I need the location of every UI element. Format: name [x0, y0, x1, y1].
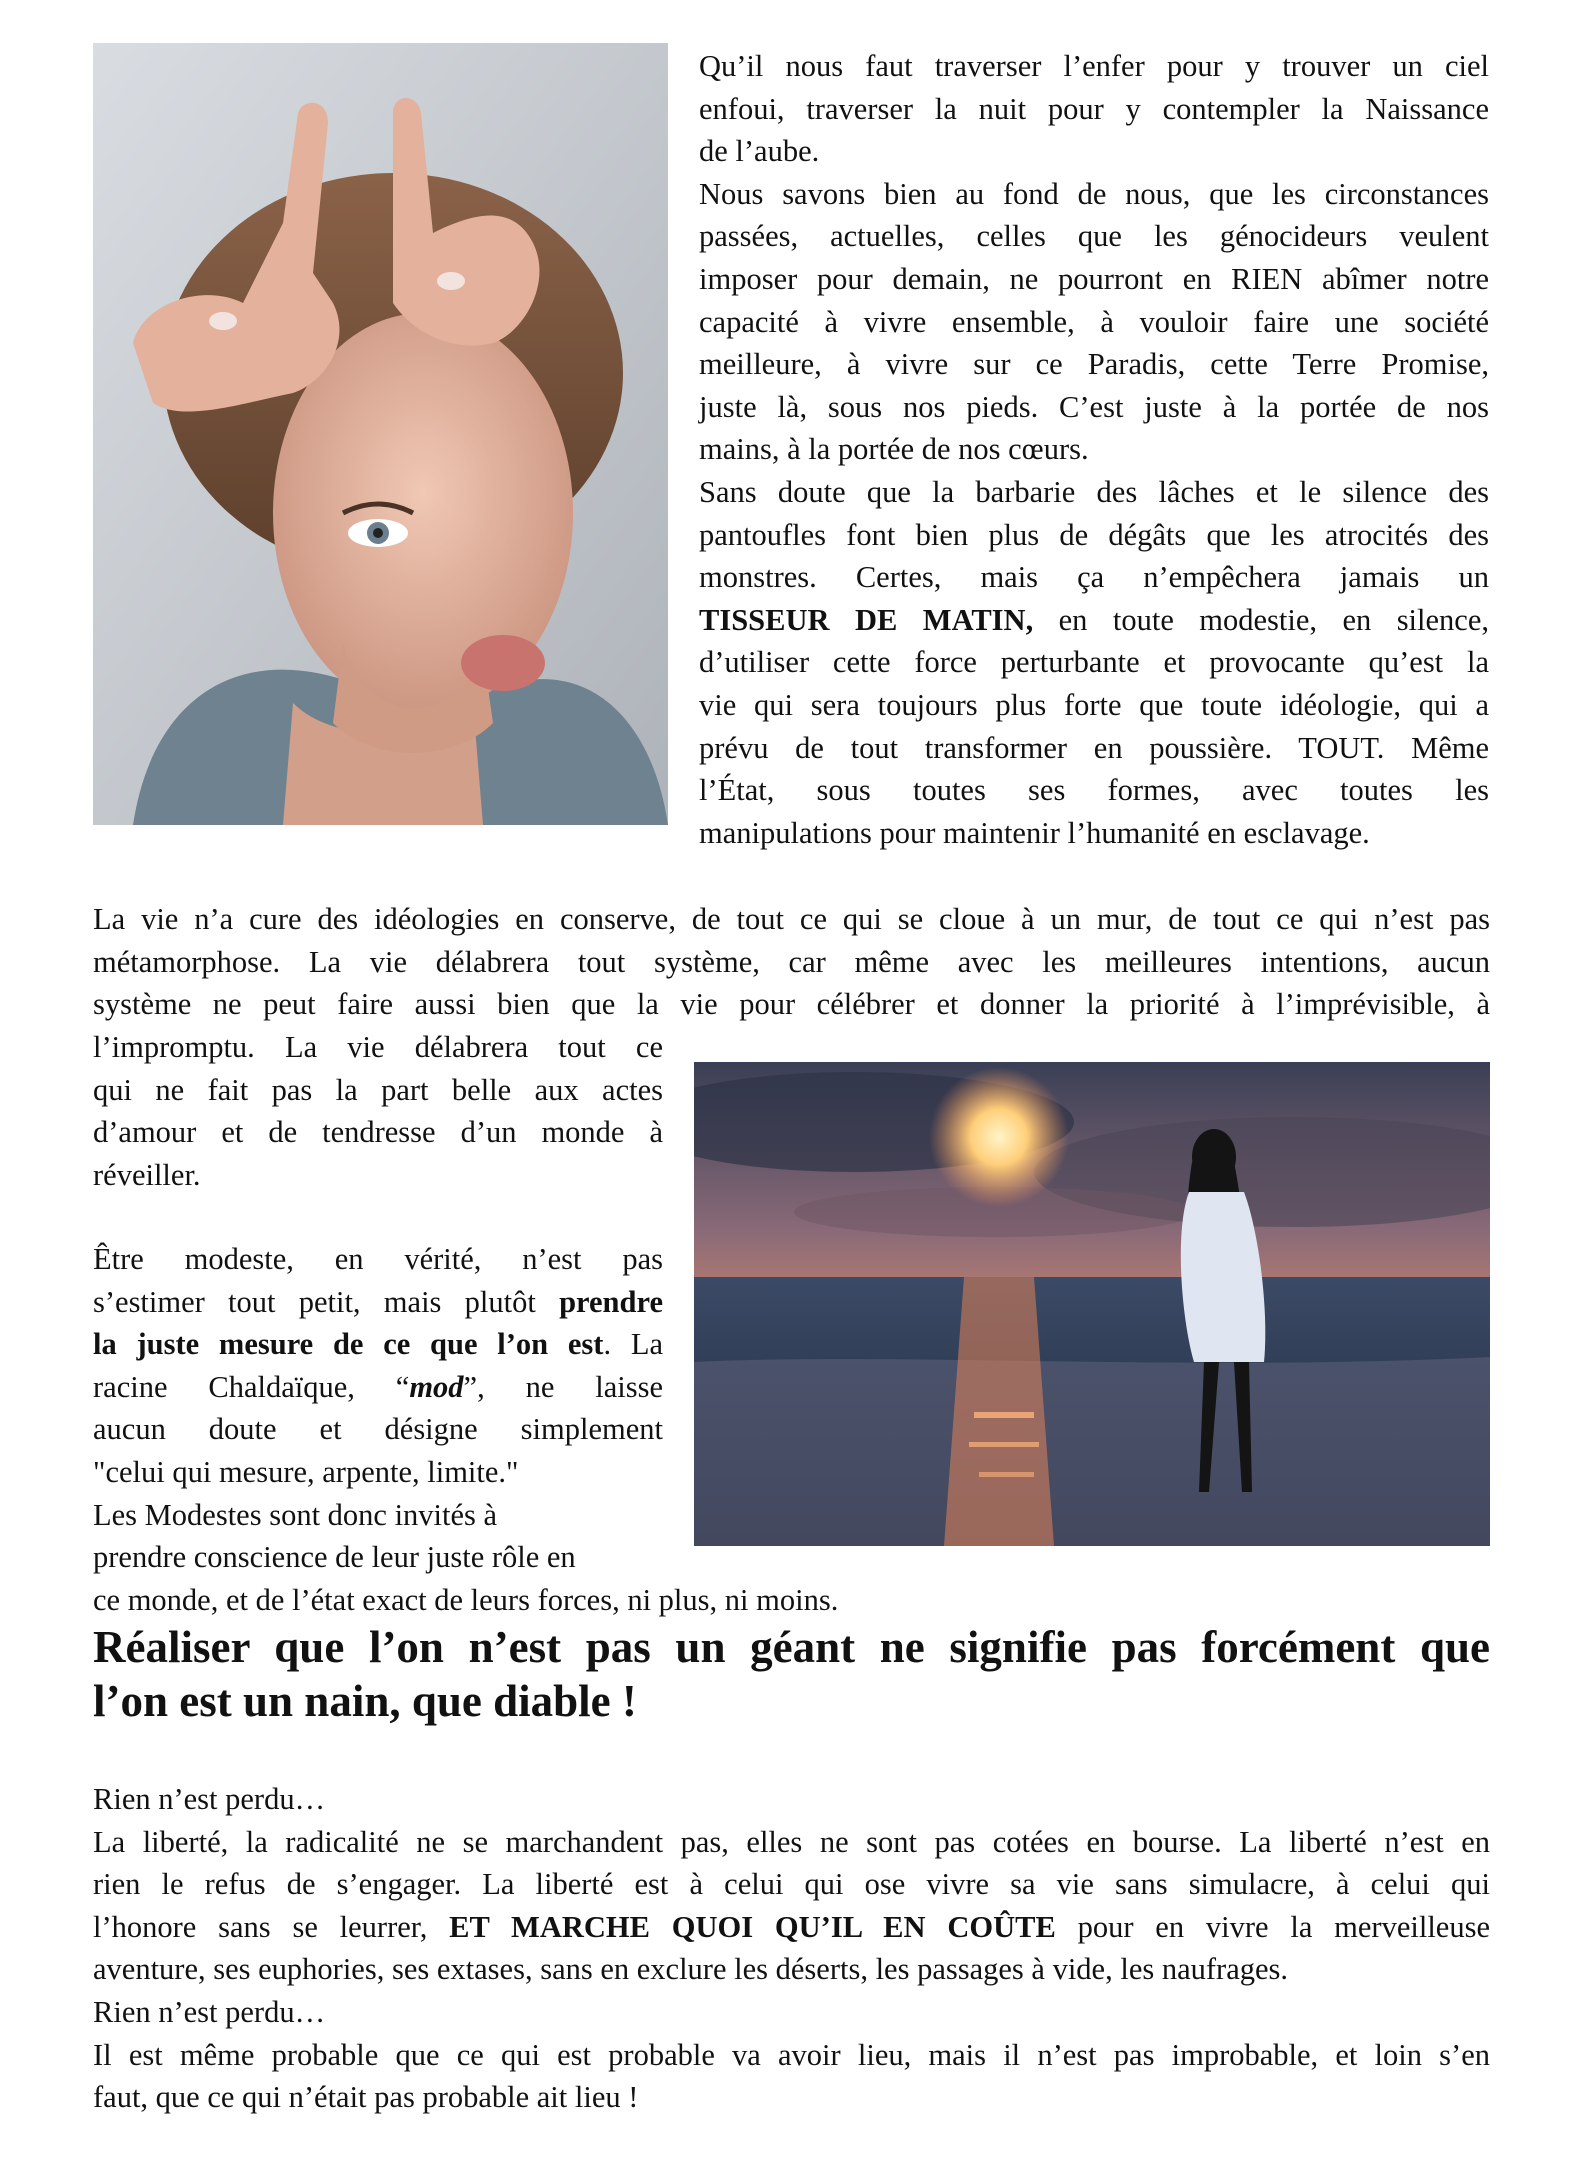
text-line: enfoui, traverser la nuit pour y contempler la Naissance: [699, 91, 1489, 126]
text-line: Rien n’est perdu…: [93, 1994, 326, 2029]
bold-fragment: la juste mesure de ce que l’on est: [93, 1327, 604, 1362]
photo-woman-finger-horns: [93, 43, 668, 825]
life-paragraph-full: [93, 898, 1490, 1026]
text-line: La vie n’a cure des idéologies en conserve, de tout ce qui se cloue à un mur, de tout ce qui n’est pas: [93, 902, 1490, 936]
text-line: capacité à vivre ensemble, à vouloir faire une société: [699, 304, 1489, 339]
text-line: qui ne fait pas la part belle aux actes: [93, 1072, 663, 1107]
bold-fragment: prendre: [559, 1284, 663, 1319]
text-line: de l’aube.: [699, 134, 820, 169]
text-line: "celui qui mesure, arpente, limite.": [93, 1454, 519, 1489]
modesty-paragraph: [93, 1238, 839, 1621]
text-line: réveiller.: [93, 1157, 201, 1192]
text-line: faut, que ce qui n’était pas probable ait lieu !: [93, 2080, 639, 2115]
text-line: Être modeste, en vérité, n’est pas: [93, 1242, 663, 1276]
text-line: juste là, sous nos pieds. C’est juste à la portée de nos: [699, 389, 1489, 424]
intro-paragraphs: [699, 45, 1489, 854]
text-line: pantoufles font bien plus de dégâts que les atrocités des: [699, 517, 1489, 552]
text-line: prendre conscience de leur juste rôle en: [93, 1540, 576, 1575]
text-line: système ne peut faire aussi bien que la vie pour célébrer et donner la priorité à l’imprévisible, à: [93, 987, 1490, 1022]
text-line: monstres. Certes, mais ça n’empêchera jamais un: [699, 560, 1489, 595]
text-fragment: l’honore sans se leurrer,: [93, 1909, 450, 1944]
text-fragment: s’estimer tout petit, mais plutôt: [93, 1284, 560, 1319]
text-line: prévu de tout transformer en poussière. TOUT. Même: [699, 730, 1489, 765]
text-line: [93, 1906, 1490, 1949]
headline-line: Réaliser que l’on n’est pas un géant ne signifie pas forcément que: [93, 1622, 1490, 1672]
text-line: imposer pour demain, ne pourront en RIEN abîmer notre: [699, 261, 1489, 296]
text-line: aucun doute et désigne simplement: [93, 1412, 663, 1447]
text-fragment: pour en vivre la merveilleuse: [1055, 1909, 1490, 1944]
text-line: l’impromptu. La vie délabrera tout ce: [93, 1030, 663, 1064]
text-line: Les Modestes sont donc invités à: [93, 1497, 498, 1532]
text-line: vie qui sera toujours plus forte que toute idéologie, qui a: [699, 687, 1489, 722]
text-line: Qu’il nous faut traverser l’enfer pour y trouver un ciel: [699, 49, 1489, 83]
text-line: rien le refus de s’engager. La liberté est à celui qui ose vivre sa vie sans simulacre, à celui qui: [93, 1867, 1490, 1902]
text-line: [93, 1281, 663, 1324]
text-line: d’utiliser cette force perturbante et provocante qu’est la: [699, 645, 1489, 680]
text-line: [93, 1366, 663, 1409]
text-line: ce monde, et de l’état exact de leurs forces, ni plus, ni moins.: [93, 1582, 839, 1617]
liberty-paragraph: [93, 1778, 1490, 2119]
headline: [93, 1620, 1490, 1728]
text-line: mains, à la portée de nos cœurs.: [699, 432, 1089, 467]
text-fragment: ”, ne laisse: [463, 1369, 663, 1404]
bold-italic-fragment: mod: [409, 1369, 464, 1404]
text-line: Nous savons bien au fond de nous, que les circonstances: [699, 176, 1489, 211]
text-line: [699, 599, 1489, 642]
text-line: aventure, ses euphories, ses extases, sans en exclure les déserts, les passages à vide, les naufrages.: [93, 1952, 1289, 1987]
text-line: meilleure, à vivre sur ce Paradis, cette Terre Promise,: [699, 347, 1489, 382]
text-line: Rien n’est perdu…: [93, 1782, 326, 1816]
text-line: passées, actuelles, celles que les génocideurs veulent: [699, 219, 1489, 254]
text-line: Il est même probable que ce qui est probable va avoir lieu, mais il n’est pas improbable, et loin s’en: [93, 2037, 1490, 2072]
tisseur-de-matin-bold: TISSEUR DE MATIN,: [699, 602, 1034, 637]
life-paragraph-narrow: [93, 1026, 663, 1196]
text-fragment: racine Chaldaïque, “: [93, 1369, 410, 1404]
text-line: Sans doute que la barbarie des lâches et le silence des: [699, 474, 1489, 509]
woman-portrait-illustration: [93, 43, 668, 825]
text-fragment: . La: [603, 1327, 664, 1362]
text-line: d’amour et de tendresse d’un monde à: [93, 1115, 663, 1150]
text-line: métamorphose. La vie délabrera tout système, car même avec les meilleures intentions, aucun: [93, 944, 1490, 979]
photo-sunset-beach-woman: [694, 1062, 1490, 1546]
headline-line: l’on est un nain, que diable !: [93, 1676, 637, 1726]
text-line: l’État, sous toutes ses formes, avec toutes les: [699, 773, 1489, 808]
text-line: [93, 1323, 663, 1366]
sunset-beach-illustration: [694, 1062, 1490, 1546]
text-line: manipulations pour maintenir l’humanité en esclavage.: [699, 815, 1370, 850]
text-line: La liberté, la radicalité ne se marchandent pas, elles ne sont pas cotées en bourse. La liberté n’est en: [93, 1824, 1490, 1859]
text-fragment: en toute modestie, en silence,: [1033, 602, 1489, 637]
bold-fragment: ET MARCHE QUOI QU’IL EN COÛTE: [449, 1909, 1056, 1944]
